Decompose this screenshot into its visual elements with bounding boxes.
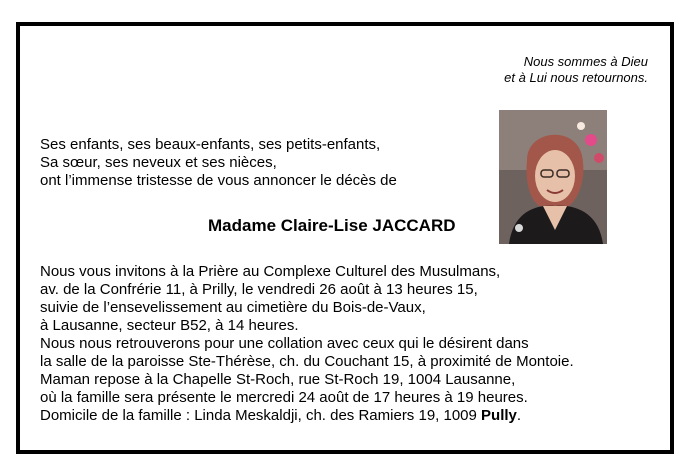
details-line: av. de la Confrérie 11, à Prilly, le vendredi 26 août à 13 heures 15,: [40, 281, 478, 298]
portrait-image: [499, 110, 607, 244]
domicile-line: [40, 407, 574, 425]
details-line: Nous nous retrouverons pour une collation avec ceux qui le désirent dans: [40, 335, 529, 352]
quote-line-1: Nous sommes à Dieu: [523, 54, 648, 69]
details-line: Nous vous invitons à la Prière au Complexe Culturel des Musulmans,: [40, 263, 501, 280]
domicile-city: Pully: [481, 407, 517, 424]
domicile-text: Domicile de la famille : Linda Meskaldji, ch. des Ramiers 19, 1009: [40, 407, 482, 424]
ceremony-details: [40, 263, 574, 425]
intro-line: Ses enfants, ses beaux-enfants, ses petits-enfants,: [40, 136, 381, 153]
portrait-photo: [499, 110, 607, 244]
domicile-end: .: [516, 407, 522, 424]
religious-quote: [504, 54, 648, 86]
details-line: la salle de la paroisse Ste-Thérèse, ch. du Couchant 15, à proximité de Montoie.: [40, 353, 574, 370]
family-intro: [40, 136, 397, 190]
intro-line: ont l’immense tristesse de vous annoncer le décès de: [40, 172, 397, 189]
deceased-name: Madame Claire-Lise JACCARD: [208, 216, 456, 235]
obituary-frame: [16, 22, 674, 454]
details-line: suivie de l’ensevelissement au cimetière du Bois-de-Vaux,: [40, 299, 426, 316]
intro-line: Sa sœur, ses neveux et ses nièces,: [40, 154, 277, 171]
details-line: à Lausanne, secteur B52, à 14 heures.: [40, 317, 299, 334]
details-line: où la famille sera présente le mercredi 24 août de 17 heures à 19 heures.: [40, 389, 528, 406]
quote-line-2: et à Lui nous retournons.: [504, 70, 648, 85]
details-line: Maman repose à la Chapelle St-Roch, rue St-Roch 19, 1004 Lausanne,: [40, 371, 516, 388]
